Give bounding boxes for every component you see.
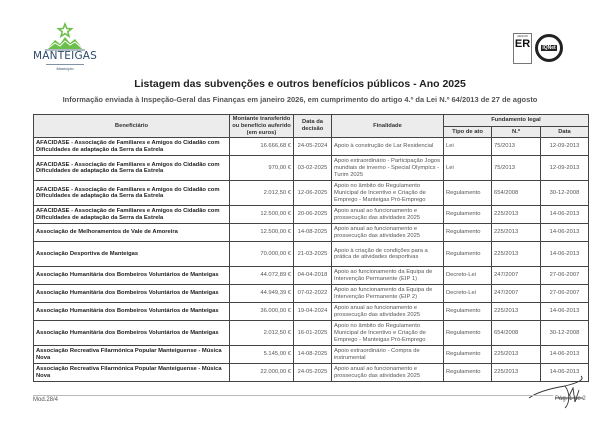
cell-data: 14-06-2013 bbox=[541, 224, 589, 242]
cell-data: 27-06-2007 bbox=[541, 267, 589, 285]
cell-beneficiario: Associação Humanitária dos Bombeiros Voluntários de Manteigas bbox=[34, 303, 230, 321]
table-header-row bbox=[34, 115, 589, 127]
cell-beneficiario: AFACIDASE - Associação de Familiares e Amigos do Cidadão com Dificuldades de adaptação da Serra da Estrela bbox=[34, 206, 230, 224]
cell-data: 12-09-2013 bbox=[541, 156, 589, 181]
cell-numero: 654/2008 bbox=[492, 321, 541, 346]
model-reference: Mod.28/4 bbox=[33, 397, 59, 403]
cell-tipo-ato: Regulamento bbox=[444, 242, 492, 267]
cell-montante: 12.500,00 € bbox=[230, 206, 294, 224]
cell-data: 14-06-2013 bbox=[541, 242, 589, 267]
header-data-decisao: Data da decisão bbox=[294, 115, 332, 138]
aenor-er-certification bbox=[513, 33, 532, 64]
cell-data: 14-06-2013 bbox=[541, 303, 589, 321]
cell-beneficiario: AFACIDASE - Associação de Familiares e Amigos do Cidadão com Dificuldades de adaptação da Serra da Estrela bbox=[34, 138, 230, 156]
cell-numero: 225/2013 bbox=[492, 206, 541, 224]
cell-data-decisao: 12-06-2025 bbox=[294, 181, 332, 206]
cell-data: 30-12-2008 bbox=[541, 321, 589, 346]
cell-montante: 70.000,00 € bbox=[230, 242, 294, 267]
cell-finalidade: Apoio extraordinário - Compra de instrumental bbox=[332, 346, 444, 364]
cell-numero: 225/2013 bbox=[492, 364, 541, 382]
cell-finalidade: Apoio no âmbito do Regulamento Municipal de Incentivo e Criação de Emprego - Manteigas Pró-Emprego bbox=[332, 181, 444, 206]
cell-numero: 75/2013 bbox=[492, 156, 541, 181]
logo-divider bbox=[46, 64, 84, 65]
table-row bbox=[34, 156, 589, 181]
header-tipo-ato: Tipo de ato bbox=[444, 126, 492, 138]
cell-tipo-ato: Lei bbox=[444, 138, 492, 156]
table-row bbox=[34, 285, 589, 303]
cell-beneficiario: AFACIDASE - Associação de Familiares e Amigos do Cidadão com Dificuldades de adaptação da Serra da Estrela bbox=[34, 181, 230, 206]
cell-tipo-ato: Regulamento bbox=[444, 346, 492, 364]
cell-tipo-ato: Decreto-Lei bbox=[444, 267, 492, 285]
cell-montante: 970,00 € bbox=[230, 156, 294, 181]
document-title: Listagem das subvenções e outros benefícios públicos - Ano 2025 bbox=[134, 78, 466, 90]
cell-data-decisao: 21-03-2025 bbox=[294, 242, 332, 267]
cell-data-decisao: 03-02-2025 bbox=[294, 156, 332, 181]
cell-numero: 247/2007 bbox=[492, 267, 541, 285]
mountain-star-icon bbox=[45, 22, 85, 52]
table-row bbox=[34, 242, 589, 267]
cell-beneficiario: Associação Humanitária dos Bombeiros Voluntários de Manteigas bbox=[34, 267, 230, 285]
municipality-logo bbox=[33, 22, 97, 82]
cell-montante: 12.500,00 € bbox=[230, 224, 294, 242]
cell-data-decisao: 16-01-2025 bbox=[294, 321, 332, 346]
header-fundamento-legal: Fundamento legal bbox=[444, 115, 589, 127]
cell-finalidade: Apoio ao funcionamento da Equipa de Intervenção Permanente (EIP 2) bbox=[332, 285, 444, 303]
subsidies-table bbox=[33, 114, 589, 382]
cell-finalidade: Apoio anual ao funcionamento e prossecução das atividades 2025 bbox=[332, 206, 444, 224]
header-montante: Montante transferido ou benefício auferido (em euros) bbox=[230, 115, 294, 138]
footer-divider bbox=[33, 395, 553, 396]
cell-data-decisao: 04-04-2018 bbox=[294, 267, 332, 285]
cell-montante: 5.145,00 € bbox=[230, 346, 294, 364]
cell-numero: 225/2013 bbox=[492, 242, 541, 267]
cell-finalidade: Apoio à criação de condições para a prática de atividades desportivas bbox=[332, 242, 444, 267]
cert-er-mark: ER bbox=[514, 38, 531, 50]
cell-tipo-ato: Regulamento bbox=[444, 224, 492, 242]
cell-numero: 247/2007 bbox=[492, 285, 541, 303]
cell-finalidade: Apoio anual ao funcionamento e prossecução das atividades 2025 bbox=[332, 364, 444, 382]
cell-numero: 75/2013 bbox=[492, 138, 541, 156]
cell-data: 14-06-2013 bbox=[541, 346, 589, 364]
cell-finalidade: Apoio extraordinário - Participação Jogos mundiais de inverno - Special Olympics - Turim 2025 bbox=[332, 156, 444, 181]
cell-montante: 44.072,89 € bbox=[230, 267, 294, 285]
cell-data-decisao: 14-08-2025 bbox=[294, 224, 332, 242]
cell-data-decisao: 07-02-2022 bbox=[294, 285, 332, 303]
cell-data-decisao: 24-05-2025 bbox=[294, 364, 332, 382]
cell-tipo-ato: Regulamento bbox=[444, 303, 492, 321]
cell-data: 14-06-2013 bbox=[541, 206, 589, 224]
header-numero: N.º bbox=[492, 126, 541, 138]
cell-data: 27-06-2007 bbox=[541, 285, 589, 303]
iqnet-certification bbox=[535, 34, 563, 62]
cell-tipo-ato: Regulamento bbox=[444, 321, 492, 346]
cell-montante: 16.666,68 € bbox=[230, 138, 294, 156]
cell-numero: 225/2013 bbox=[492, 303, 541, 321]
cell-finalidade: Apoio no âmbito do Regulamento Municipal de Incentivo e Criação de Emprego - Manteigas Pró-Emprego bbox=[332, 321, 444, 346]
cell-numero: 225/2013 bbox=[492, 346, 541, 364]
table-row bbox=[34, 364, 589, 382]
handwritten-signature bbox=[525, 374, 587, 410]
cell-montante: 22.000,00 € bbox=[230, 364, 294, 382]
cell-tipo-ato: Regulamento bbox=[444, 206, 492, 224]
cell-finalidade: Apoio ao funcionamento da Equipa de Intervenção Permanente (EIP 1) bbox=[332, 267, 444, 285]
cell-tipo-ato: Regulamento bbox=[444, 364, 492, 382]
cell-data: 14-06-2013 bbox=[541, 364, 589, 382]
table-row bbox=[34, 321, 589, 346]
cell-numero: 225/2013 bbox=[492, 224, 541, 242]
header-data: Data bbox=[541, 126, 589, 138]
cell-data-decisao: 14-08-2025 bbox=[294, 346, 332, 364]
page-number: Pág. 1 de 2 bbox=[555, 396, 586, 402]
table-row bbox=[34, 181, 589, 206]
header-finalidade: Finalidade bbox=[332, 115, 444, 138]
cell-finalidade: Apoio à construção de Lar Residencial bbox=[332, 138, 444, 156]
cell-beneficiario: Associação Recreativa Filarmónica Popular Manteiguense - Música Nova bbox=[34, 346, 230, 364]
cell-montante: 36.000,00 € bbox=[230, 303, 294, 321]
logo-name: MANTEIGAS bbox=[33, 50, 98, 62]
cert-er-top: AENOR bbox=[517, 34, 528, 38]
cell-tipo-ato: Regulamento bbox=[444, 181, 492, 206]
cell-beneficiario: Associação Humanitária dos Bombeiros Voluntários de Manteigas bbox=[34, 321, 230, 346]
table-row bbox=[34, 224, 589, 242]
cell-beneficiario: Associação Recreativa Filarmónica Popular Manteiguense - Música Nova bbox=[34, 364, 230, 382]
cell-finalidade: Apoio anual ao funcionamento e prossecução das atividades 2025 bbox=[332, 224, 444, 242]
table-row bbox=[34, 267, 589, 285]
cell-beneficiario: Associação de Melhoramentos de Vale de Amoreira bbox=[34, 224, 230, 242]
table-row bbox=[34, 206, 589, 224]
cell-data: 30-12-2008 bbox=[541, 181, 589, 206]
cell-data-decisao: 20-06-2025 bbox=[294, 206, 332, 224]
cell-data-decisao: 19-04-2024 bbox=[294, 303, 332, 321]
cell-montante: 44.949,39 € bbox=[230, 285, 294, 303]
cell-beneficiario: AFACIDASE - Associação de Familiares e Amigos do Cidadão com Dificuldades de adaptação da Serra da Estrela bbox=[34, 156, 230, 181]
cert-iqnet-mark: IQNet bbox=[542, 45, 556, 51]
certification-marks bbox=[513, 33, 583, 63]
table-row bbox=[34, 303, 589, 321]
header-beneficiario: Beneficiário bbox=[34, 115, 230, 138]
cell-montante: 2.012,50 € bbox=[230, 181, 294, 206]
table-row bbox=[34, 346, 589, 364]
document-subtitle: Informação enviada à Inspeção-Geral das Finanças em janeiro 2026, em cumprimento do artigo 4.º da Lei N.º 64/2013 de 27 de agosto bbox=[62, 95, 538, 104]
table-row bbox=[34, 138, 589, 156]
logo-subtitle: Município bbox=[56, 66, 74, 71]
cell-tipo-ato: Decreto-Lei bbox=[444, 285, 492, 303]
cell-montante: 2.012,50 € bbox=[230, 321, 294, 346]
cell-beneficiario: Associação Desportiva de Manteigas bbox=[34, 242, 230, 267]
cell-data: 12-09-2013 bbox=[541, 138, 589, 156]
cell-numero: 654/2008 bbox=[492, 181, 541, 206]
cell-tipo-ato: Lei bbox=[444, 156, 492, 181]
cell-data-decisao: 24-05-2024 bbox=[294, 138, 332, 156]
cell-beneficiario: Associação Humanitária dos Bombeiros Voluntários de Manteigas bbox=[34, 285, 230, 303]
cell-finalidade: Apoio anual ao funcionamento e prossecução das atividades 2025 bbox=[332, 303, 444, 321]
